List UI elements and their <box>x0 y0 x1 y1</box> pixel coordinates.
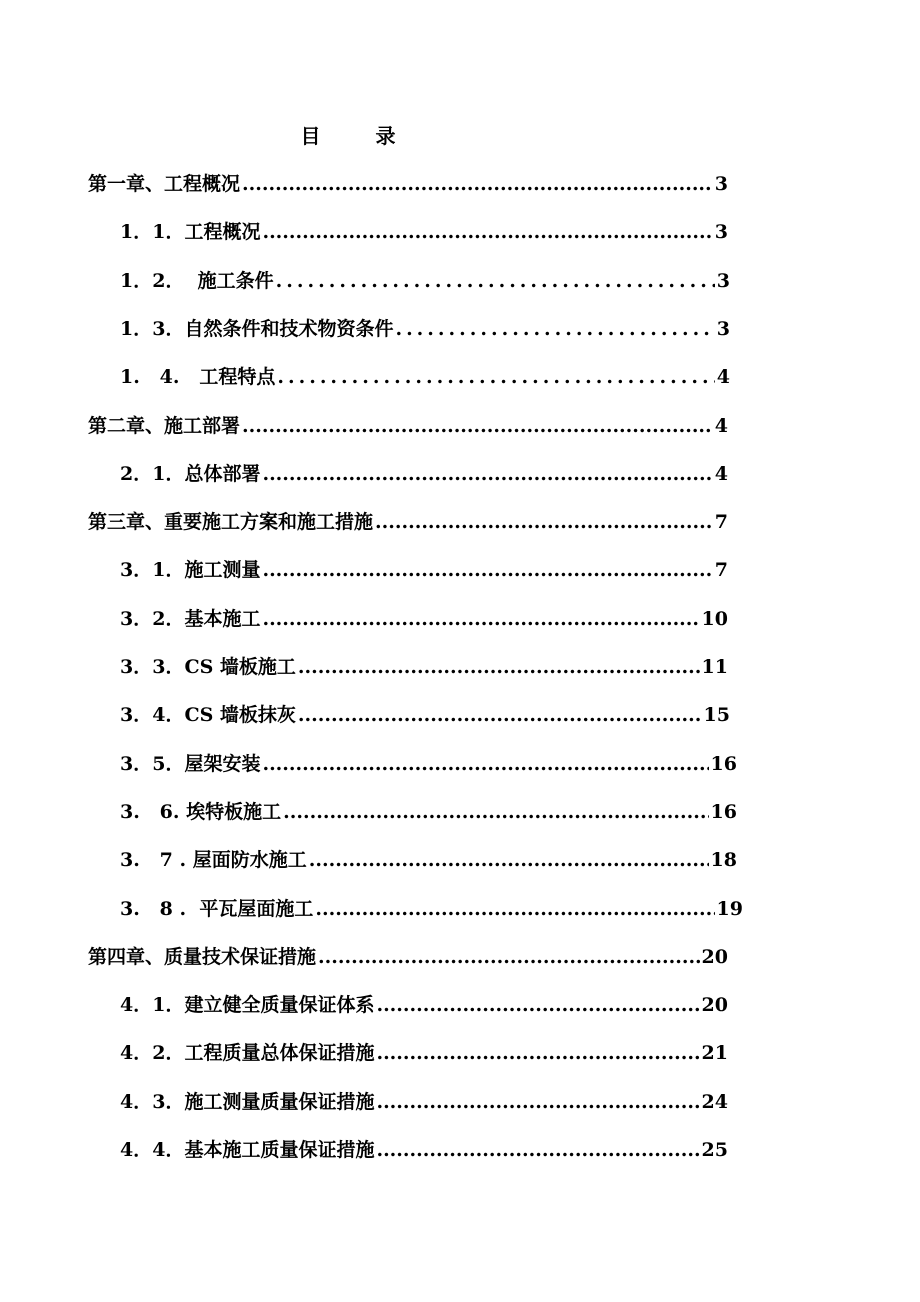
toc-entry-page: 4 <box>716 366 730 389</box>
toc-entry[interactable] <box>120 314 730 344</box>
toc-entry-label: 3. 7 . 屋面防水施工 <box>120 849 307 872</box>
toc-entry-page: 19 <box>716 897 743 920</box>
toc-dot-leader <box>242 411 713 441</box>
toc-entry[interactable] <box>120 604 728 634</box>
toc-dot-leader <box>376 1038 699 1068</box>
toc-entry-label: 3. 6. 埃特板施工 <box>120 800 282 823</box>
toc-entry[interactable] <box>120 652 728 682</box>
toc-entry-page: 7 <box>714 559 728 582</box>
toc-entry[interactable] <box>120 459 728 489</box>
toc-entry[interactable] <box>120 749 737 779</box>
toc-entry-label: 3．1．施工测量 <box>120 559 261 582</box>
toc-entry-page: 21 <box>701 1042 728 1065</box>
toc-dot-leader <box>318 942 700 972</box>
toc-entry-label: 1．3．自然条件和技术物资条件 <box>120 317 394 340</box>
toc-dot-leader <box>277 362 714 392</box>
toc-dot-leader <box>395 314 714 344</box>
toc-entry-page: 3 <box>716 269 730 292</box>
toc-entry-page: 10 <box>701 607 728 630</box>
toc-entry-page: 25 <box>701 1139 728 1161</box>
toc-entry[interactable] <box>88 411 728 441</box>
toc-entry[interactable] <box>120 845 737 875</box>
toc-entry[interactable] <box>88 169 728 199</box>
toc-dot-leader <box>376 1135 699 1165</box>
toc-entry-label: 4．2．工程质量总体保证措施 <box>120 1042 375 1065</box>
toc-entry-page: 4 <box>714 462 728 485</box>
toc-entry-page: 20 <box>701 994 728 1017</box>
toc-entry-label: 3．2．基本施工 <box>120 607 261 630</box>
toc-entry-label: 4．1．建立健全质量保证体系 <box>120 994 375 1017</box>
toc-entry[interactable] <box>120 700 730 730</box>
toc-entry-page: 3 <box>714 221 728 244</box>
toc-entry[interactable] <box>120 555 728 585</box>
toc-dot-leader <box>315 894 714 924</box>
toc-entry[interactable] <box>120 1135 728 1165</box>
toc-entry[interactable] <box>120 362 730 392</box>
toc-entry-label: 4．4．基本施工质量保证措施 <box>120 1139 375 1161</box>
toc-entry[interactable] <box>120 217 728 247</box>
toc-entry-page: 16 <box>710 800 737 823</box>
toc-dot-leader <box>262 555 712 585</box>
toc-dot-leader <box>376 990 699 1020</box>
toc-dot-leader <box>262 604 699 634</box>
toc-dot-leader <box>376 1087 699 1117</box>
toc-entry-page: 20 <box>701 945 728 968</box>
toc-dot-leader <box>262 217 712 247</box>
toc-dot-leader <box>298 700 702 730</box>
toc-entry-label: 第二章、施工部署 <box>88 414 241 437</box>
toc-entry-label: 3．3．CS 墙板施工 <box>120 656 296 678</box>
toc-entry-page: 11 <box>701 656 728 678</box>
toc-entry-page: 16 <box>710 752 737 775</box>
toc-title: 目 录 <box>300 124 420 148</box>
toc-entry-label: 3．5．屋架安装 <box>120 752 261 775</box>
toc-dot-leader <box>298 652 700 682</box>
toc-dot-leader <box>309 845 709 875</box>
toc-entry[interactable] <box>88 942 728 972</box>
toc-entry-page: 7 <box>714 511 728 534</box>
toc-dot-leader <box>242 169 713 199</box>
toc-entry[interactable] <box>120 894 743 924</box>
toc-entry-label: 第三章、重要施工方案和施工措施 <box>88 511 374 534</box>
toc-entry-page: 15 <box>703 704 730 727</box>
toc-entry[interactable] <box>120 266 730 296</box>
toc-entry-page: 3 <box>716 317 730 340</box>
toc-entry-label: 4．3．施工测量质量保证措施 <box>120 1090 375 1113</box>
toc-entry-label: 第四章、质量技术保证措施 <box>88 945 317 968</box>
toc-dot-leader <box>262 749 708 779</box>
toc-entry-label: 1．2． 施工条件 <box>120 269 274 292</box>
toc-entry-label: 2．1．总体部署 <box>120 462 261 485</box>
toc-entry-page: 24 <box>701 1090 728 1113</box>
toc-dot-leader <box>375 507 713 537</box>
toc-entry-label: 1. 4. 工程特点 <box>120 366 276 389</box>
toc-entry[interactable] <box>120 1038 728 1068</box>
toc-entry-page: 18 <box>710 849 737 872</box>
toc-entry-label: 1．1．工程概况 <box>120 221 261 244</box>
toc-entry-label: 第一章、工程概况 <box>88 173 241 195</box>
toc-entry-label: 3. 8 . 平瓦屋面施工 <box>120 897 314 920</box>
toc-entry[interactable] <box>88 507 728 537</box>
toc-entry-label: 3．4．CS 墙板抹灰 <box>120 704 296 727</box>
toc-dot-leader <box>283 797 708 827</box>
toc-dot-leader <box>276 266 715 296</box>
toc-dot-leader <box>262 459 712 489</box>
toc-entry-page: 3 <box>714 173 728 195</box>
toc-entry[interactable] <box>120 1087 728 1117</box>
toc-entry-page: 4 <box>714 414 728 437</box>
toc-entry[interactable] <box>120 990 728 1020</box>
toc-entry[interactable] <box>120 797 737 827</box>
